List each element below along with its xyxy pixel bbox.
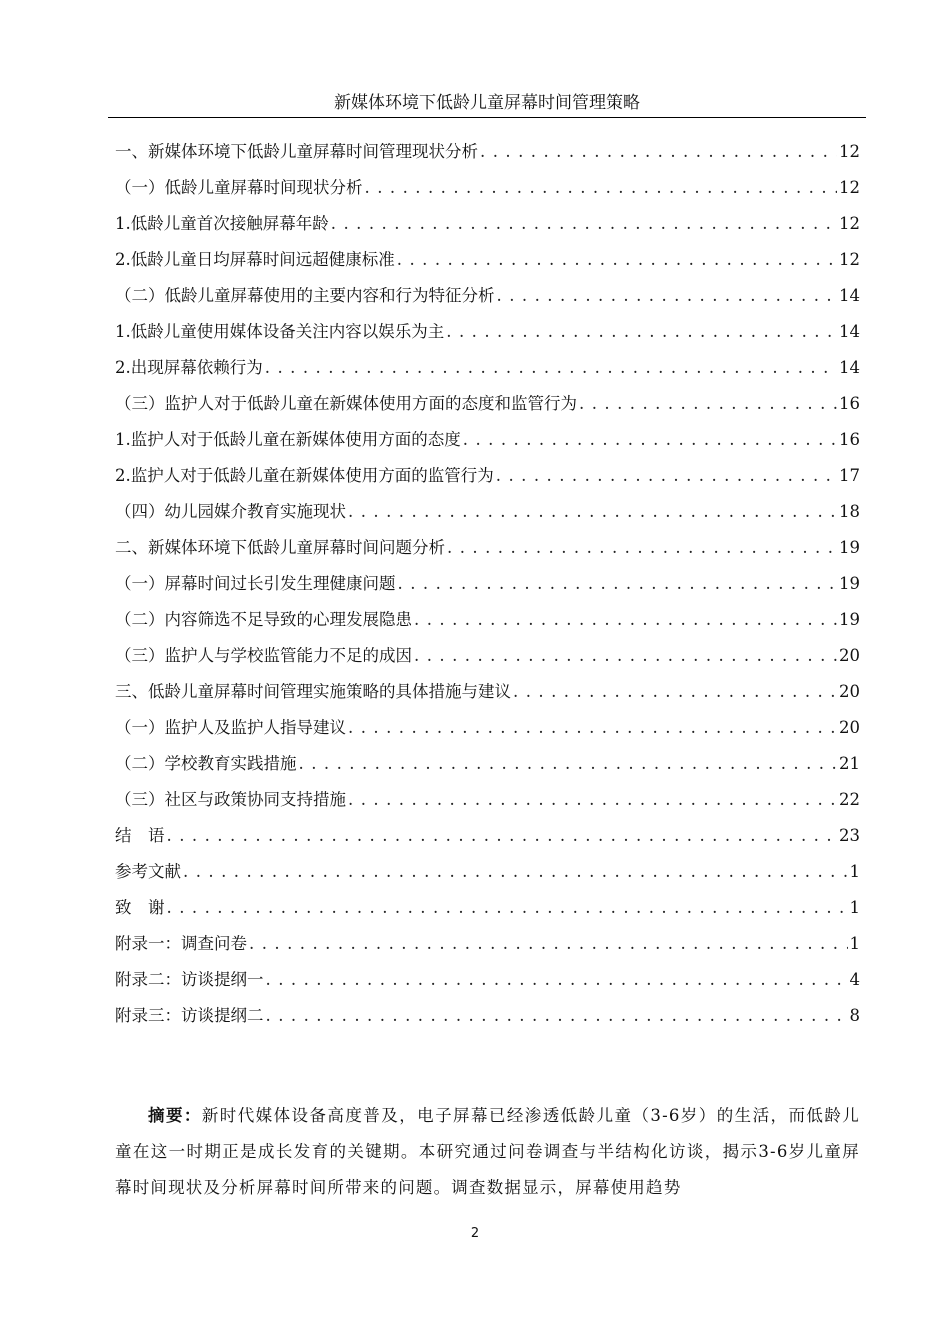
toc-dot-leader <box>348 494 837 530</box>
abstract-text: 新时代媒体设备高度普及，电子屏幕已经渗透低龄儿童（3-6岁）的生活，而低龄儿童在这一时期正是成长发育的关键期。本研究通过问卷调查与半结构化访谈，揭示3-6岁儿童屏幕时间现状及分析屏幕时间所带来的问题。调查数据显示，屏幕使用趋势 <box>115 1106 860 1197</box>
toc-entry-title: 致 谢 <box>115 898 165 917</box>
toc-entry-title: （一）低龄儿童屏幕时间现状分析 <box>115 178 363 197</box>
table-of-contents <box>115 134 860 1034</box>
toc-entry[interactable] <box>115 602 860 638</box>
toc-entry-page-number: 8 <box>849 1006 860 1025</box>
running-header: 新媒体环境下低龄儿童屏幕时间管理策略 <box>334 93 640 113</box>
toc-dot-leader <box>446 314 837 350</box>
toc-entry-page-number: 19 <box>839 538 860 557</box>
toc-dot-leader <box>265 350 837 386</box>
toc-entry-page-number: 20 <box>839 646 860 665</box>
toc-entry-title: （一）屏幕时间过长引发生理健康问题 <box>115 574 396 593</box>
toc-entry-page-number: 19 <box>839 574 860 593</box>
toc-dot-leader <box>299 746 838 782</box>
toc-entry[interactable] <box>115 206 860 242</box>
toc-dot-leader <box>397 242 837 278</box>
toc-entry-page-number: 22 <box>839 790 860 809</box>
toc-entry-page-number: 16 <box>839 394 860 413</box>
toc-entry-title: 1.监护人对于低龄儿童在新媒体使用方面的态度 <box>115 430 461 449</box>
toc-entry-page-number: 14 <box>839 322 860 341</box>
toc-entry-page-number: 12 <box>839 178 860 197</box>
toc-entry-page-number: 1 <box>849 898 860 917</box>
abstract-label: 摘要： <box>148 1106 202 1125</box>
toc-entry[interactable] <box>115 746 860 782</box>
toc-entry-title: 参考文献 <box>115 862 181 881</box>
toc-entry[interactable] <box>115 998 860 1034</box>
toc-entry-page-number: 12 <box>839 142 860 161</box>
toc-entry-page-number: 14 <box>839 286 860 305</box>
toc-dot-leader <box>183 854 848 890</box>
header-divider <box>108 117 866 118</box>
toc-entry-page-number: 12 <box>839 214 860 233</box>
toc-entry-page-number: 1 <box>849 862 860 881</box>
toc-entry-page-number: 14 <box>839 358 860 377</box>
toc-entry[interactable] <box>115 134 860 170</box>
toc-entry-page-number: 23 <box>839 826 860 845</box>
toc-entry[interactable] <box>115 422 860 458</box>
page-number: 2 <box>470 1226 480 1241</box>
toc-dot-leader <box>167 890 848 926</box>
toc-entry[interactable] <box>115 566 860 602</box>
toc-entry-page-number: 19 <box>839 610 860 629</box>
toc-dot-leader <box>348 710 837 746</box>
toc-entry-title: 三、低龄儿童屏幕时间管理实施策略的具体措施与建议 <box>115 682 511 701</box>
toc-entry[interactable] <box>115 494 860 530</box>
toc-dot-leader <box>331 206 837 242</box>
toc-entry[interactable] <box>115 242 860 278</box>
toc-entry-page-number: 12 <box>839 250 860 269</box>
toc-dot-leader <box>497 278 838 314</box>
toc-entry-title: 附录三：访谈提纲二 <box>115 1006 264 1025</box>
toc-entry-title: 附录一：调查问卷 <box>115 934 247 953</box>
toc-entry-page-number: 4 <box>849 970 860 989</box>
toc-dot-leader <box>167 818 838 854</box>
toc-entry[interactable] <box>115 278 860 314</box>
toc-entry-page-number: 20 <box>839 718 860 737</box>
toc-entry-title: （四）幼儿园媒介教育实施现状 <box>115 502 346 521</box>
toc-entry[interactable] <box>115 962 860 998</box>
toc-dot-leader <box>266 962 848 998</box>
toc-entry-title: 2.出现屏幕依赖行为 <box>115 358 263 377</box>
toc-entry-title: （三）社区与政策协同支持措施 <box>115 790 346 809</box>
toc-dot-leader <box>266 998 848 1034</box>
toc-entry[interactable] <box>115 710 860 746</box>
toc-entry-title: 1.低龄儿童使用媒体设备关注内容以娱乐为主 <box>115 322 445 341</box>
toc-entry[interactable] <box>115 854 860 890</box>
toc-dot-leader <box>447 530 837 566</box>
abstract-paragraph <box>115 1098 860 1206</box>
toc-entry-page-number: 17 <box>839 466 860 485</box>
toc-entry-page-number: 1 <box>849 934 860 953</box>
toc-entry[interactable] <box>115 638 860 674</box>
toc-dot-leader <box>365 170 838 206</box>
toc-entry-title: 2.低龄儿童日均屏幕时间远超健康标准 <box>115 250 395 269</box>
toc-entry-title: （二）学校教育实践措施 <box>115 754 297 773</box>
toc-entry-title: 2.监护人对于低龄儿童在新媒体使用方面的监管行为 <box>115 466 494 485</box>
toc-entry[interactable] <box>115 674 860 710</box>
toc-dot-leader <box>249 926 848 962</box>
toc-dot-leader <box>414 602 837 638</box>
toc-entry-title: （三）监护人与学校监管能力不足的成因 <box>115 646 412 665</box>
toc-entry[interactable] <box>115 170 860 206</box>
toc-entry[interactable] <box>115 926 860 962</box>
toc-entry-title: 附录二：访谈提纲一 <box>115 970 264 989</box>
toc-entry-title: 二、新媒体环境下低龄儿童屏幕时间问题分析 <box>115 538 445 557</box>
toc-dot-leader <box>579 386 837 422</box>
toc-entry-page-number: 21 <box>839 754 860 773</box>
toc-entry[interactable] <box>115 350 860 386</box>
toc-entry-page-number: 16 <box>839 430 860 449</box>
toc-dot-leader <box>496 458 837 494</box>
toc-entry-page-number: 18 <box>839 502 860 521</box>
toc-entry[interactable] <box>115 890 860 926</box>
toc-entry-title: （三）监护人对于低龄儿童在新媒体使用方面的态度和监管行为 <box>115 394 577 413</box>
toc-entry[interactable] <box>115 314 860 350</box>
toc-entry-title: 结 语 <box>115 826 165 845</box>
toc-entry-title: （一）监护人及监护人指导建议 <box>115 718 346 737</box>
toc-dot-leader <box>398 566 838 602</box>
toc-entry-title: （二）低龄儿童屏幕使用的主要内容和行为特征分析 <box>115 286 495 305</box>
toc-entry-title: 1.低龄儿童首次接触屏幕年龄 <box>115 214 329 233</box>
toc-entry[interactable] <box>115 818 860 854</box>
toc-entry-title: 一、新媒体环境下低龄儿童屏幕时间管理现状分析 <box>115 142 478 161</box>
toc-dot-leader <box>414 638 837 674</box>
toc-entry[interactable] <box>115 782 860 818</box>
toc-dot-leader <box>480 134 837 170</box>
toc-dot-leader <box>463 422 837 458</box>
toc-dot-leader <box>348 782 837 818</box>
toc-entry-title: （二）内容筛选不足导致的心理发展隐患 <box>115 610 412 629</box>
toc-entry[interactable] <box>115 458 860 494</box>
toc-entry[interactable] <box>115 530 860 566</box>
toc-dot-leader <box>513 674 837 710</box>
toc-entry[interactable] <box>115 386 860 422</box>
toc-entry-page-number: 20 <box>839 682 860 701</box>
